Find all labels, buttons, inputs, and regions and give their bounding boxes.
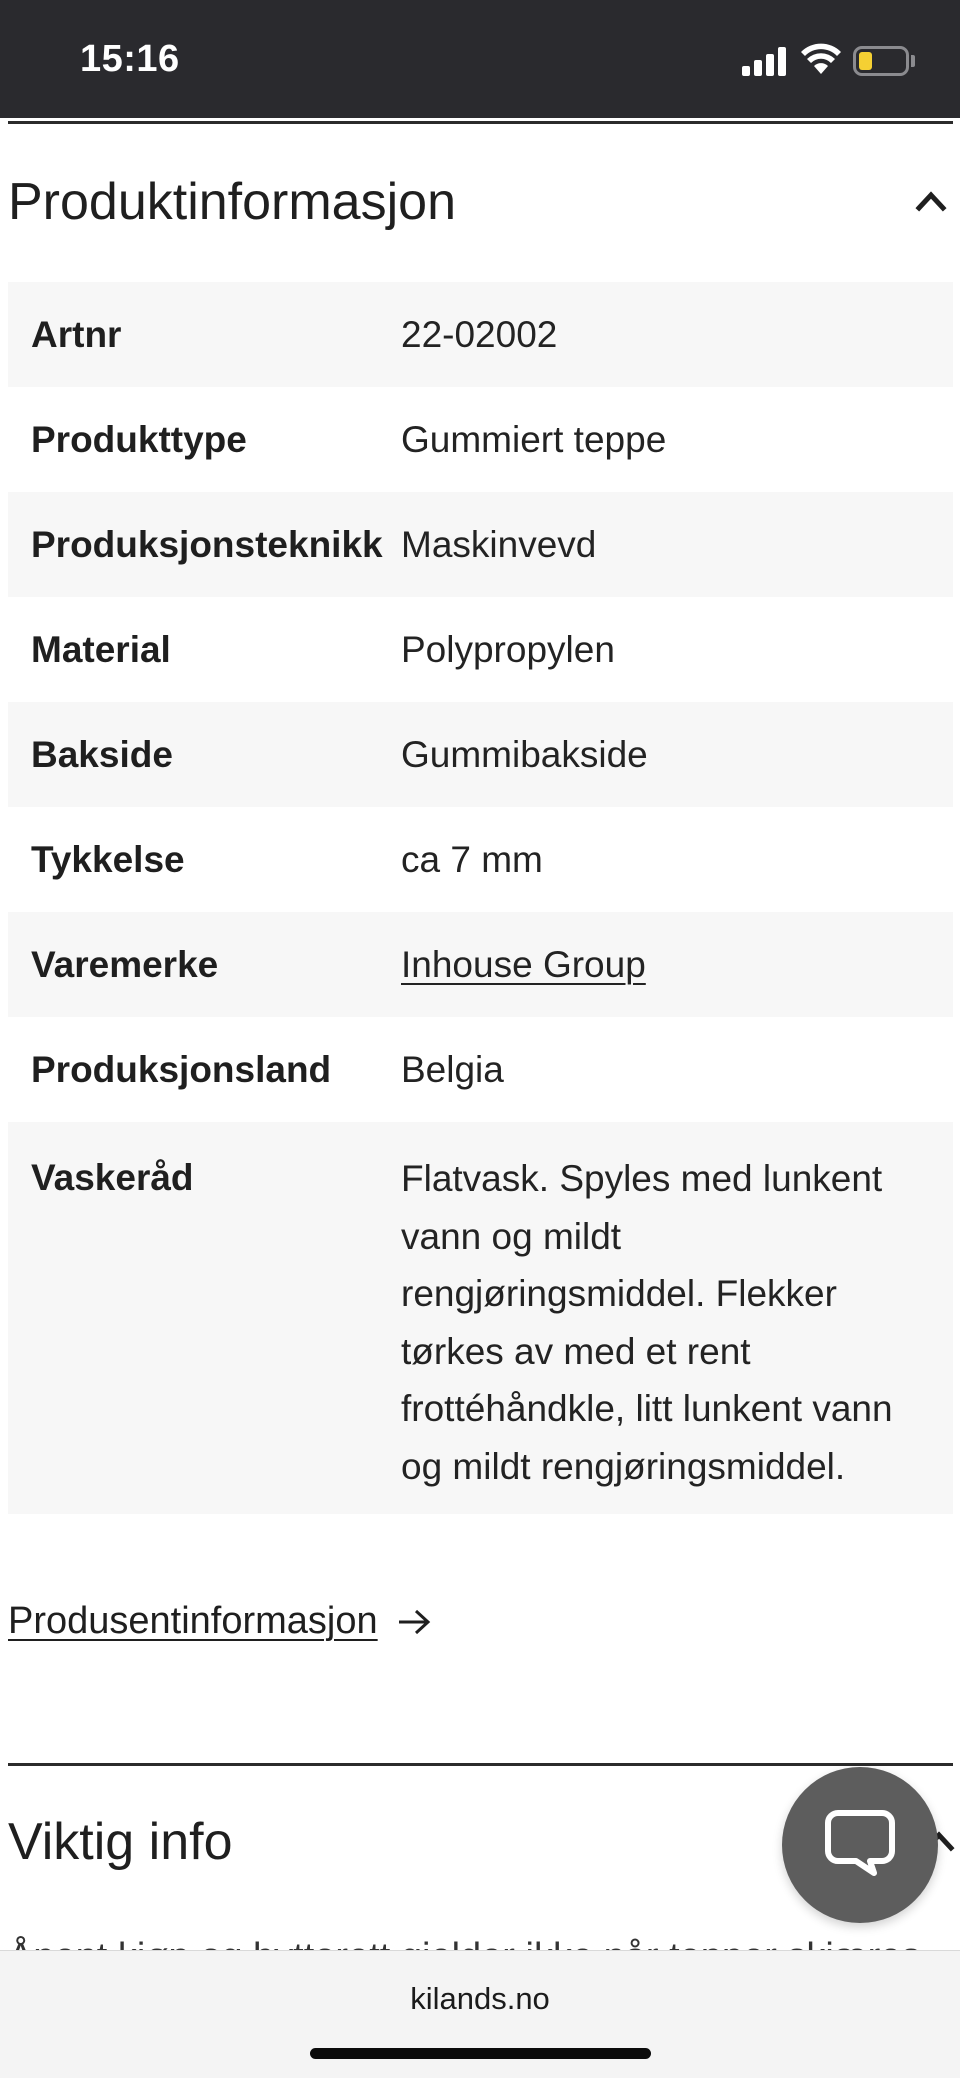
chat-bubble-icon[interactable] [824, 1807, 896, 1877]
battery-tip [911, 55, 915, 67]
viktig-info-title[interactable]: Viktig info [8, 1813, 233, 1871]
spec-label: Varemerke [31, 944, 219, 985]
spec-value: Belgia [401, 1049, 504, 1090]
section-title[interactable]: Produktinformasjon [8, 173, 456, 231]
status-bar [0, 0, 960, 118]
table-row [8, 492, 953, 597]
status-time: 15:16 [80, 38, 180, 80]
spec-label: Material [31, 629, 171, 670]
battery-icon [853, 46, 909, 76]
chevron-up-icon[interactable] [916, 186, 946, 216]
arrow-right-icon[interactable] [396, 1607, 432, 1637]
manufacturer-info-link[interactable] [8, 1600, 432, 1643]
spec-value: Flatvask. Spyles med lunkent vann og mildt rengjøringsmiddel. Flekker tørkes av med et rent frottéhåndkle, litt lunkent vann og mildt rengjøringsmiddel. [401, 1158, 893, 1487]
wifi-icon [800, 42, 842, 76]
table-row [8, 1017, 953, 1122]
viktig-info-text [8, 1922, 953, 1952]
table-row [8, 282, 953, 387]
table-row [8, 387, 953, 492]
battery-level [859, 52, 872, 70]
spec-value: ca 7 mm [401, 839, 543, 880]
section-divider [8, 121, 953, 124]
spec-label: Vaskeråd [31, 1157, 194, 1198]
spec-label: Artnr [31, 314, 122, 355]
section-divider [8, 1763, 953, 1766]
spec-label: Produksjonsland [31, 1049, 332, 1090]
home-indicator[interactable] [310, 2048, 651, 2059]
product-info-table [8, 282, 953, 1514]
spec-label: Bakside [31, 734, 173, 775]
table-row [8, 807, 953, 912]
table-row [8, 702, 953, 807]
table-row [8, 597, 953, 702]
spec-label: Produksjonsteknikk [31, 524, 383, 565]
brand-link[interactable]: Inhouse Group [401, 944, 646, 985]
table-row [8, 1122, 953, 1514]
spec-label: Tykkelse [31, 839, 185, 880]
spec-value: 22-02002 [401, 314, 558, 355]
spec-value: Gummibakside [401, 734, 648, 775]
table-row [8, 912, 953, 1017]
spec-value: Maskinvevd [401, 524, 597, 565]
spec-label: Produkttype [31, 419, 247, 460]
chat-button[interactable] [782, 1767, 938, 1923]
url-text[interactable]: kilands.no [410, 1981, 550, 2016]
spec-value: Gummiert teppe [401, 419, 667, 460]
spec-value: Polypropylen [401, 629, 615, 670]
manufacturer-info-label[interactable]: Produsentinformasjon [8, 1600, 378, 1642]
cellular-signal-icon [742, 46, 788, 76]
